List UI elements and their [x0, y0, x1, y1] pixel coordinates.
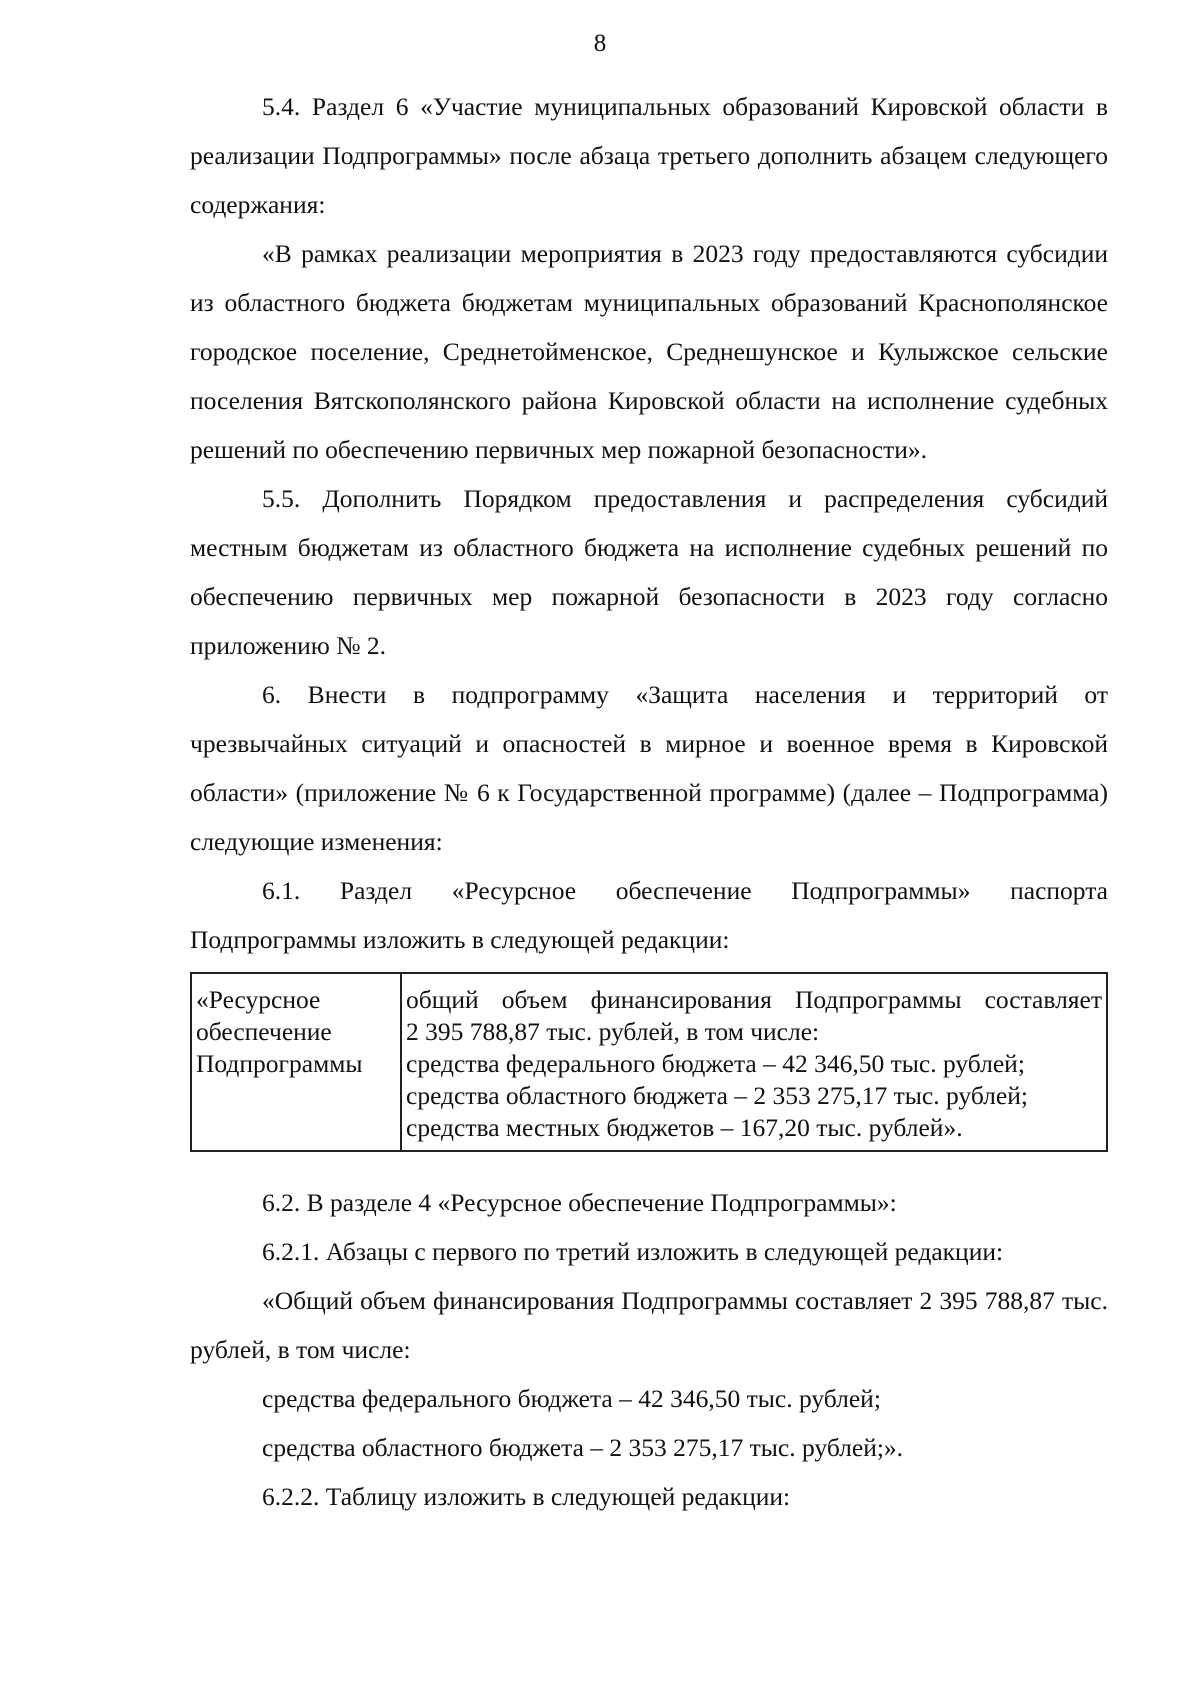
table-content-line: средства федерального бюджета – 42 346,50 тыс. рублей;	[406, 1049, 1025, 1078]
table-cell-content	[401, 973, 1107, 1151]
table-cell-heading	[191, 973, 401, 1151]
table-content-line: общий объем финансирования Подпрограммы составляет	[406, 985, 1102, 1014]
paragraph-5-4: 5.4. Раздел 6 «Участие муниципальных образований Кировской области в реализации Подпрограммы» после абзаца третьего дополнить абзацем следующего содержания:	[190, 92, 1108, 219]
paragraph-quote-total-financing: «Общий объем финансирования Подпрограммы составляет 2 395 788,87 тыс. рублей, в том числе:	[190, 1286, 1108, 1364]
paragraph-6-2-2: 6.2.2. Таблицу изложить в следующей редакции:	[262, 1482, 791, 1511]
paragraph-6-2-1: 6.2.1. Абзацы с первого по третий изложить в следующей редакции:	[262, 1237, 1004, 1266]
table-content-line: 2 395 788,87 тыс. рублей, в том числе:	[406, 1017, 820, 1046]
table-heading-line: «Ресурсное	[196, 985, 321, 1014]
paragraph-6: 6. Внести в подпрограмму «Защита населения и территорий от чрезвычайных ситуаций и опасностей в мирное и военное время в Кировской области» (приложение № 6 к Государственной программе) (далее – Подпрограмма) следующие изменения:	[190, 680, 1108, 856]
paragraph-quote-municipal-subsidies: «В рамках реализации мероприятия в 2023 году предоставляются субсидии из областного бюджета бюджетам муниципальных образований Краснополянское городское поселение, Среднетойменское, Среднешунское и Кулыжское сельские поселения Вятскополянского района Кировской области на исполнение судебных решений по обеспечению первичных мер пожарной безопасности».	[190, 239, 1108, 464]
paragraph-federal-budget: средства федерального бюджета – 42 346,50 тыс. рублей;	[262, 1384, 881, 1413]
table-heading-line: обеспечение	[196, 1017, 332, 1046]
paragraph-6-2: 6.2. В разделе 4 «Ресурсное обеспечение Подпрограммы»:	[262, 1188, 897, 1217]
table-content-line: средства областного бюджета – 2 353 275,17 тыс. рублей;	[406, 1081, 1028, 1110]
page-number: 8	[593, 30, 607, 57]
table-heading-line: Подпрограммы	[196, 1049, 363, 1078]
paragraph-5-5: 5.5. Дополнить Порядком предоставления и распределения субсидий местным бюджетам из областного бюджета на исполнение судебных решений по обеспечению первичных мер пожарной безопасности в 2023 году согласно приложению № 2.	[190, 484, 1108, 660]
table-row	[191, 973, 1107, 1151]
resource-provision-table	[190, 972, 1108, 1152]
document-body	[190, 82, 1108, 1521]
paragraph-regional-budget: средства областного бюджета – 2 353 275,17 тыс. рублей;».	[262, 1433, 904, 1462]
table-content-line: средства местных бюджетов – 167,20 тыс. рублей».	[406, 1113, 963, 1142]
paragraph-6-1: 6.1. Раздел «Ресурсное обеспечение Подпрограммы» паспорта Подпрограммы изложить в следующей редакции:	[190, 876, 1108, 954]
